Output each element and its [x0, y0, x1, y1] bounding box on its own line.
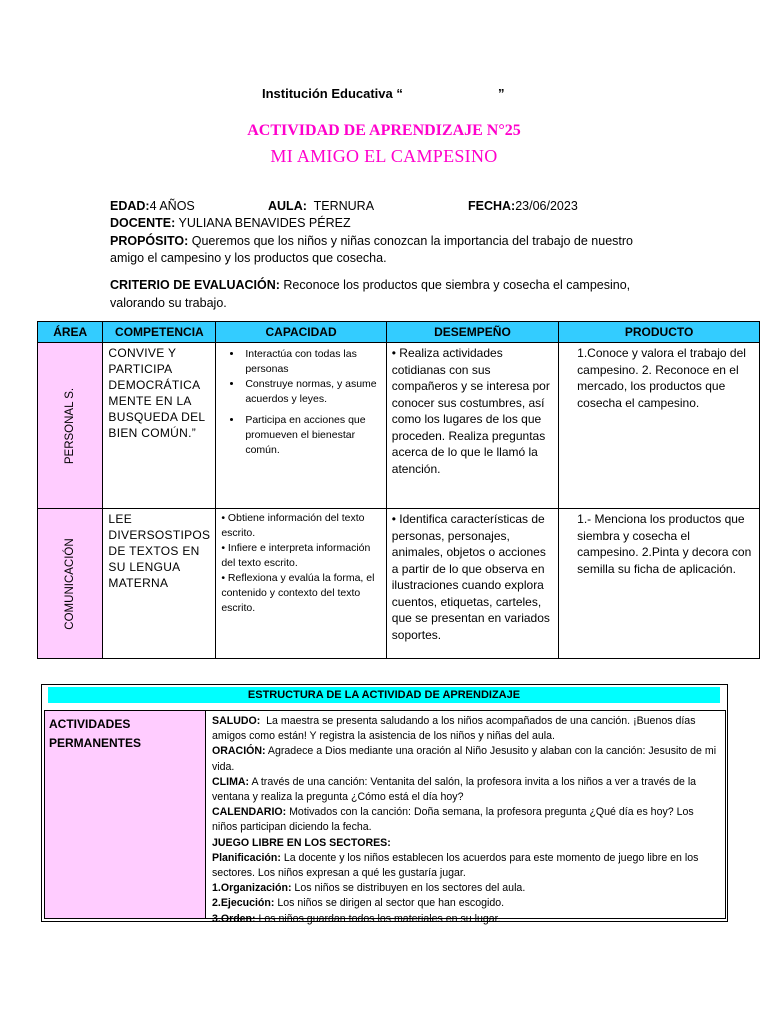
edad-label: EDAD:	[110, 199, 150, 213]
table-header-row	[38, 322, 760, 343]
competencias-table	[37, 321, 760, 659]
saludo-text: La maestra se presenta saludando a los niños acompañados de una canción. ¡Buenos días amigos como están! Y registra la asistencia de los niños y niñas del aula.	[212, 715, 696, 743]
planificacion-paragraph	[212, 851, 719, 881]
header-area: ÁREA	[38, 322, 103, 343]
calendario-label: CALENDARIO:	[212, 806, 287, 819]
oracion-text: Agradece a Dios mediante una oración al Niño Jesusito y alaban con la canción: Jesusito de mi vida.	[212, 745, 717, 773]
capacidad-cell	[216, 509, 386, 659]
area-cell	[38, 509, 103, 659]
edad-line	[110, 198, 195, 215]
ejecucion-text: Los niños se dirigen al sector que han escogido.	[277, 897, 505, 910]
header-capacidad: CAPACIDAD	[216, 322, 386, 343]
orden-label: 3.Orden:	[212, 912, 256, 925]
header-producto: PRODUCTO	[559, 322, 760, 343]
proposito-label: PROPÓSITO:	[110, 234, 189, 248]
docente-value: YULIANA BENAVIDES PÉREZ	[178, 216, 351, 230]
area-label: PERSONAL S.	[64, 387, 77, 464]
clima-text: A través de una canción: Ventanita del salón, la profesora invita a los niños a ver a través de la ventana y realiza la pregunta ¿Cómo está el día hoy?	[212, 775, 697, 804]
fecha-value: 23/06/2023	[515, 199, 578, 213]
proposito-line1	[110, 233, 633, 250]
orden-paragraph	[212, 912, 719, 927]
criterio-text1: Reconoce los productos que siembra y cosecha el campesino,	[283, 278, 631, 292]
organizacion-label: 1.Organización:	[212, 882, 292, 895]
actividades-permanentes-label: ACTIVIDADES PERMANENTES	[44, 710, 206, 919]
proposito-text2: amigo el campesino y los productos que cosecha.	[110, 251, 387, 265]
calendario-text: Motivados con la canción: Doña semana, la profesora pregunta ¿Qué día es hoy? Los niños participan diciendo la fecha.	[212, 806, 694, 834]
list-item: • Infiere e interpreta información del texto escrito.	[221, 542, 371, 569]
list-item: • Construye normas, y asume acuerdos y leyes.	[243, 377, 380, 407]
edad-value: 4 AÑOS	[149, 199, 195, 213]
saludo-paragraph	[212, 714, 719, 744]
aula-value: TERNURA	[313, 199, 375, 213]
criterio-label: CRITERIO DE EVALUACIÓN:	[110, 278, 280, 292]
organizacion-paragraph	[212, 881, 719, 896]
organizacion-text: Los niños se distribuyen en los sectores del aula.	[294, 882, 526, 895]
saludo-label: SALUDO:	[212, 715, 261, 727]
docente-label: DOCENTE:	[110, 216, 176, 230]
oracion-paragraph	[212, 744, 719, 774]
planificacion-text: La docente y los niños establecen los acuerdos para este momento de juego libre en los sectores. Los niños expresan a qué les gustaría jugar.	[212, 851, 699, 880]
capacidad-list	[221, 347, 380, 458]
area-cell	[38, 343, 103, 509]
activity-title: MI AMIGO EL CAMPESINO	[270, 146, 498, 166]
aula-line	[268, 198, 374, 215]
list-item: • Participa en acciones que promueven el bienestar común.	[243, 413, 380, 458]
producto-cell: 1.Conoce y valora el trabajo del campesino. 2. Reconoce en el mercado, los productos que cosecha el campesino.	[559, 343, 760, 509]
oracion-label: ORACIÓN:	[212, 745, 266, 758]
table-row	[38, 509, 760, 659]
clima-paragraph	[212, 775, 719, 805]
orden-text: Los niños guardan todos los materiales en su lugar.	[258, 912, 501, 925]
header-desempeno: DESEMPEÑO	[386, 322, 558, 343]
estructura-title: ESTRUCTURA DE LA ACTIVIDAD DE APRENDIZAJE	[48, 687, 720, 703]
docente-line	[110, 215, 351, 232]
proposito-text1: Queremos que los niños y niñas conozcan la importancia del trabajo de nuestro	[191, 234, 633, 248]
producto-cell: 1.- Menciona los productos que siembra y cosecha el campesino. 2.Pinta y decora con semilla su ficha de aplicación.	[559, 509, 760, 659]
desempeno-cell: • Realiza actividades cotidianas con sus compañeros y se interesa por conocer sus costumbres, así como los lugares de los que proceden. Realiza preguntas acerca de lo que le llamó la atención.	[386, 343, 558, 509]
aula-label: AULA:	[268, 199, 307, 213]
ejecucion-label: 2.Ejecución:	[212, 897, 275, 910]
juego-libre-heading: JUEGO LIBRE EN LOS SECTORES:	[212, 836, 391, 849]
list-item: • Interactúa con todas las personas	[243, 347, 380, 377]
desempeno-cell: • Identifica características de personas, personajes, animales, objetos o acciones a partir de lo que observa en ilustraciones cuando explora cuentos, etiquetas, carteles, que se presentan en variados soportes.	[386, 509, 558, 659]
fecha-line	[468, 198, 578, 215]
list-item: • Reflexiona y evalúa la forma, el contenido y contexto del texto escrito.	[221, 572, 375, 614]
table-row	[38, 343, 760, 509]
list-item: • Obtiene información del texto escrito.	[221, 512, 365, 539]
calendario-paragraph	[212, 805, 719, 835]
competencia-cell: LEE DIVERSOSTIPOS DE TEXTOS EN SU LENGUA MATERNA	[103, 509, 216, 659]
institucion-close-quote: ”	[498, 86, 505, 101]
actividades-permanentes-content	[206, 710, 726, 925]
capacidad-cell	[216, 343, 386, 509]
activity-number-title: ACTIVIDAD DE APRENDIZAJE N°25	[247, 122, 521, 139]
criterio-line1	[110, 277, 630, 294]
institucion-label: Institución Educativa “	[262, 86, 403, 101]
planificacion-label: Planificación:	[212, 851, 281, 864]
competencia-cell: CONVIVE Y PARTICIPA DEMOCRÁTICA MENTE EN LA BUSQUEDA DEL BIEN COMÚN.”	[103, 343, 216, 509]
clima-label: CLIMA:	[212, 775, 250, 788]
header-competencia: COMPETENCIA	[103, 322, 216, 343]
fecha-label: FECHA:	[468, 199, 516, 213]
criterio-text2: valorando su trabajo.	[110, 296, 227, 310]
area-label: COMUNICACIÓN	[64, 537, 77, 630]
institucion-line	[262, 86, 505, 101]
ejecucion-paragraph	[212, 896, 719, 911]
